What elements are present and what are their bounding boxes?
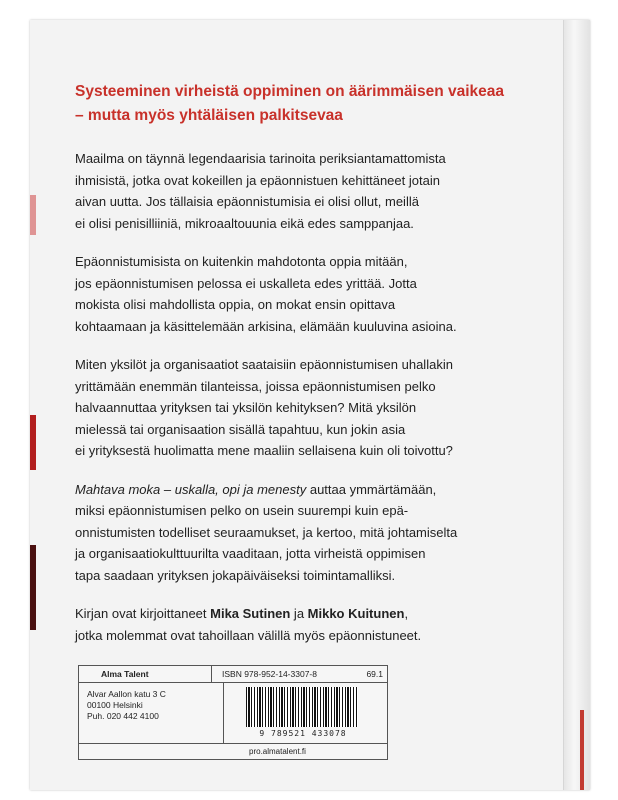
- publisher-info-box: [78, 665, 388, 760]
- back-cover-text: [75, 80, 515, 663]
- barcode-area: [224, 683, 387, 743]
- barcode-number: 9 789521 433078: [259, 729, 347, 738]
- authors-middle: ja: [290, 606, 308, 621]
- paragraph-1: Maailma on täynnä legendaarisia tarinoita periksiantamattomista ihmisistä, jotka ovat kokeillen ja epäonnistuen kehittäneet jotain aivan uutta. Jos tällaisia epäonnistumisia ei olisi ollut, meillä ei olisi penisilliiniä, mikroaaltouunia eikä edes samppanjaa.: [75, 151, 446, 231]
- cover-edge-decoration: [30, 20, 36, 790]
- paragraph-3: Miten yksilöt ja organisaatiot saataisiin epäonnistumisen uhallakin yrittämään enemmän tilanteissa, joissa epäonnistumisen pelko halvaannuttaa yrityksen tai yksilön kehityksen? Mitä yksilön mielessä tai organisaation sisällä tapahtuu, kun jokin asia ei yrityksestä huolimatta mene maaliin sellaisena kuin oli toivottu?: [75, 357, 453, 458]
- paragraph-5: [75, 603, 515, 646]
- paragraph-4: [75, 479, 515, 587]
- author-1: Mika Sutinen: [210, 606, 291, 621]
- paragraph-4-text: auttaa ymmärtämään, miksi epäonnistumisen pelko on usein suurempi kuin epä- onnistumisten todelliset seuraamukset, ja kertoo, mitä johtamiselta ja organisaatiokulttuurilta vaaditaan, jotta virheistä oppimisen tapa saadaan yrityksen jokapäiväiseksi toimintamalliksi.: [75, 481, 458, 583]
- publisher-name: Alma Talent: [79, 666, 212, 682]
- spine-red-strip: [580, 710, 584, 790]
- author-2: Mikko Kuitunen: [307, 606, 405, 621]
- edge-mark: [30, 545, 36, 630]
- authors-suffix: , jotka molemmat ovat tahoillaan välillä myös epäonnistuneet.: [75, 606, 422, 643]
- isbn: ISBN 978-952-14-3307-8: [222, 669, 317, 679]
- paragraph-2: Epäonnistumisista on kuitenkin mahdotonta oppia mitään, jos epäonnistumisen pelossa ei uskalleta edes yrittää. Jotta mokista olisi mahdollista oppia, on mokat ensin opittava kohtaamaan ja käsittelemään arkisina, elämään kuuluvina asioina.: [75, 254, 457, 334]
- authors-prefix: Kirjan ovat kirjoittaneet: [75, 606, 211, 621]
- price-code: 69.1: [366, 669, 383, 679]
- publisher-address: Alvar Aallon katu 3 C 00100 Helsinki Puh. 020 442 4100: [79, 683, 224, 743]
- publisher-url: pro.almatalent.fi: [249, 747, 306, 756]
- spine-edge: [563, 20, 590, 790]
- headline: Systeeminen virheistä oppiminen on äärimmäisen vaikeaa – mutta myös yhtäläisen palkitsevaa: [75, 83, 505, 124]
- barcode-icon: [246, 687, 358, 727]
- info-body-row: [79, 683, 387, 744]
- edge-mark: [30, 415, 36, 470]
- info-header-row: [79, 666, 387, 683]
- book-title-italic: Mahtava moka – uskalla, opi ja menesty: [75, 481, 307, 497]
- edge-mark: [30, 195, 36, 235]
